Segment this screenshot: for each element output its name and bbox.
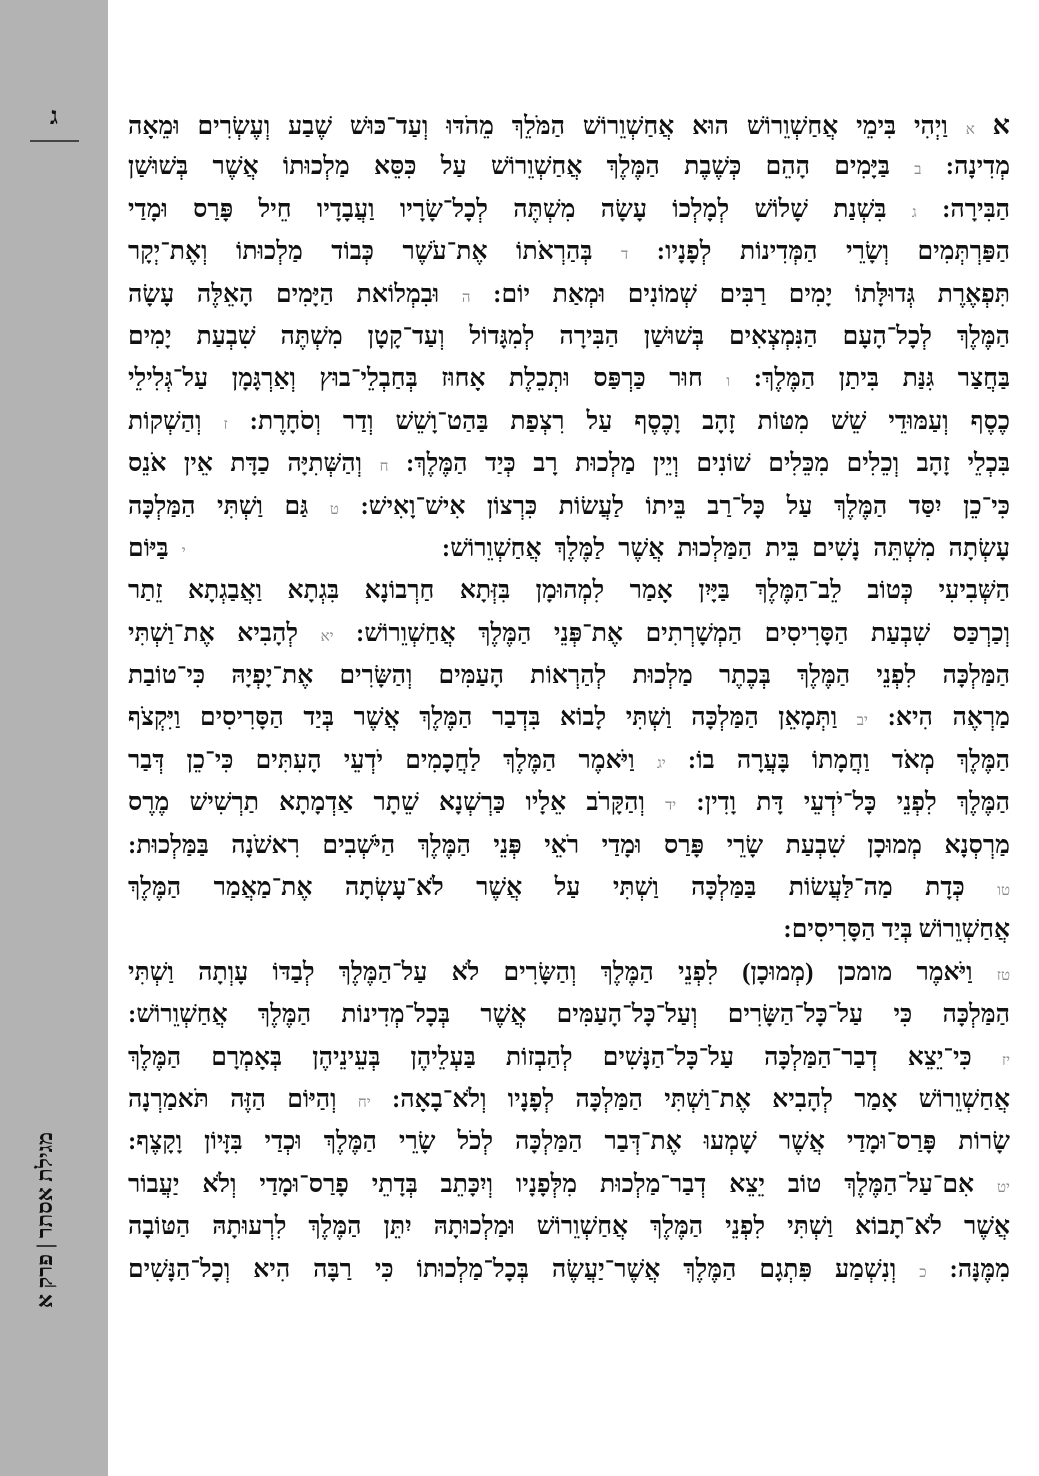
verse-text: אֲחַשְׁוֵרוֹשׁ בְּיַד הַסָּרִיסִים: (783, 916, 1010, 944)
verse-number: ז (223, 416, 228, 433)
verse-text: וּבִמְלוֹאת הַיָּמִים הָאֵלֶּה עָשָׂה (128, 280, 440, 308)
text-line (128, 189, 1010, 231)
verse-text: וַתְּמָאֵן הַמַּלְכָּה וַשְׁתִּי לָבוֹא בִּדְבַר הַמֶּלֶךְ אֲשֶׁר בְּיַד הַסָּרִיסִים וַיִּקְצֹף (128, 704, 838, 732)
verse-number: יא (320, 628, 334, 645)
verse-text: מְדִינָה: (945, 153, 1011, 181)
text-line (128, 358, 1010, 400)
verse-number: ה (461, 289, 471, 306)
text-line (128, 443, 1010, 485)
text-line (128, 1249, 1010, 1291)
text-line (128, 528, 1010, 570)
verse-text: בִּכְלֵי זָהָב וְכֵלִים מִכֵּלִים שׁוֹנִים וְיֵין מַלְכוּת רָב כְּיַד הַמֶּלֶךְ: (405, 450, 1011, 478)
verse-number: כ (919, 1264, 927, 1281)
text-line (128, 1037, 1010, 1079)
verse-text: הַמֶּלֶךְ מְאֹד וַחֲמָתוֹ בָּעֲרָה בוֹ: (687, 746, 1011, 774)
verse-number: יח (357, 1094, 371, 1111)
verse-text: תִּפְאֶרֶת גְּדוּלָּתוֹ יָמִים רַבִּים שְׁמוֹנִים וּמְאַת יוֹם: (493, 280, 1011, 308)
verse-text: בַּחֲצַר גִּנַּת בִּיתַן הַמֶּלֶךְ: (753, 365, 1011, 393)
text-line (128, 401, 1010, 443)
text-line (128, 231, 1010, 273)
text-line (128, 613, 1010, 655)
verse-number: יב (856, 713, 868, 730)
verse-text: הַשְּׁבִיעִי כְּטוֹב לֵב־הַמֶּלֶךְ בַּיָּיִן אָמַר לִמְהוּמָן בִּזְּתָא חַרְבוֹנָא בִּגְתָא וַאֲבַגְתָא זֵתַר (128, 577, 1010, 605)
text-line (128, 909, 1010, 951)
verse-number: ד (621, 247, 629, 264)
verse-number: יז (1001, 1052, 1011, 1069)
verse-text: בְּהַרְאֹתוֹ אֶת־עֹשֶׁר כְּבוֹד מַלְכוּתוֹ וְאֶת־יְקָר (128, 238, 593, 266)
verse-text: הַמֶּלֶךְ לִפְנֵי כָּל־יֹדְעֵי דָּת וָדִין: (696, 789, 1010, 817)
verse-text: וְכַרְכַּס שִׁבְעַת הַסָּרִיסִים הַמְשָׁרְתִים אֶת־פְּנֵי הַמֶּלֶךְ אֲחַשְׁוֵרוֹשׁ: (356, 619, 1011, 647)
text-line (128, 146, 1010, 188)
text-line (128, 570, 1010, 612)
verse-text: וַיֹּאמֶר מומכן (מְמוּכָן) לִפְנֵי הַמֶּלֶךְ וְהַשָּׂרִים לֹא עַל־הַמֶּלֶךְ לְבַדּוֹ עָוְתָה וַשְׁתִּי (128, 958, 973, 986)
verse-text: אִם־עַל־הַמֶּלֶךְ טוֹב יֵצֵא דְבַר־מַלְכוּת מִלְּפָנָיו וְיִכָּתֵב בְּדָתֵי פָרַס־וּמָדַי וְלֹא יַעֲבוֹר (128, 1170, 975, 1198)
text-line (128, 1164, 1010, 1206)
verse-text: כִּי־כֵן יִסַּד הַמֶּלֶךְ עַל כָּל־רַב בֵּיתוֹ לַעֲשׂוֹת כִּרְצוֹן אִישׁ־וָאִישׁ: (360, 492, 1011, 520)
verse-text: הַמַּלְכָּה לִפְנֵי הַמֶּלֶךְ בְּכֶתֶר מַלְכוּת לְהַרְאוֹת הָעַמִּים וְהַשָּׂרִים אֶת־יָפְיָהּ כִּי־טוֹבַת (128, 662, 1010, 690)
verse-text: חוּר כַּרְפַּס וּתְכֵלֶת אָחוּז בְּחַבְלֵי־בוּץ וְאַרְגָּמָן עַל־גְּלִילֵי (128, 365, 703, 393)
verse-number: ט (329, 501, 339, 518)
verse-number: טז (996, 967, 1011, 984)
sidebar (0, 0, 108, 1476)
verse-text: וְהַשְׁקוֹת (128, 407, 202, 435)
chapter-number: א (992, 110, 1011, 140)
verse-number: יט (997, 1179, 1010, 1196)
text-line (128, 740, 1010, 782)
verse-text: הַבִּירָה: (942, 195, 1011, 223)
verse-text: לְהָבִיא אֶת־וַשְׁתִּי (128, 619, 299, 647)
running-title: מגילת אסתר | פרק א (32, 1131, 57, 1309)
text-line (128, 1121, 1010, 1163)
page-number-rule (30, 140, 79, 142)
text-line (128, 825, 1010, 867)
verse-text: בַּיָּמִים הָהֵם כְּשֶׁבֶת הַמֶּלֶךְ אֲחַשְׁוֵרוֹשׁ עַל כִּסֵּא מַלְכוּתוֹ אֲשֶׁר בְּשׁוּשַׁן (128, 153, 890, 181)
verse-text: הַפַּרְתְּמִים וְשָׂרֵי הַמְּדִינוֹת לְפָנָיו: (656, 238, 1011, 266)
verse-text: הַמֶּלֶךְ לְכָל־הָעָם הַנִּמְצְאִים בְּשׁוּשַׁן הַבִּירָה לְמִגָּדוֹל וְעַד־קָטָן מִשְׁתֶּה שִׁבְעַת יָמִים (128, 322, 1010, 350)
verse-number: יד (665, 798, 677, 815)
verse-number: יג (656, 755, 666, 772)
verse-number: ג (911, 204, 917, 221)
verse-text: אֲשֶׁר לֹא־תָבוֹא וַשְׁתִּי לִפְנֵי הַמֶּלֶךְ אֲחַשְׁוֵרוֹשׁ וּמַלְכוּתָהּ יִתֵּן הַמֶּלֶךְ לִרְעוּתָהּ הַטּוֹבָה (128, 1213, 1010, 1241)
verse-text: מִמֶּנָּה: (949, 1255, 1010, 1283)
text-line (128, 104, 1010, 146)
verse-text: כִּי־יֵצֵא דְבַר־הַמַּלְכָּה עַל־כָּל־הַנָּשִׁים לְהַבְזוֹת בַּעְלֵיהֶן בְּעֵינֵיהֶן בְּאָמְרָם הַמֶּלֶךְ (128, 1043, 972, 1071)
verse-text: בִּשְׁנַת שָׁלוֹשׁ לְמָלְכוֹ עָשָׂה מִשְׁתֶּה לְכָל־שָׂרָיו וַעֲבָדָיו חֵיל פָּרַס וּמָדַי (128, 195, 887, 223)
verse-text: וְהַיּוֹם הַזֶּה תֹּאמַרְנָה (128, 1085, 337, 1113)
verse-text: עָשְׂתָה מִשְׁתֵּה נָשִׁים בֵּית הַמַּלְכוּת אֲשֶׁר לַמֶּלֶךְ אֲחַשְׁוֵרוֹשׁ: (441, 534, 1010, 562)
verse-text: וְהַקָּרֹב אֵלָיו כַּרְשְׁנָא שֵׁתָר אַדְמָתָא תַרְשִׁישׁ מֶרֶס (128, 789, 645, 817)
verse-number: י (181, 543, 186, 560)
verse-text: מַרְסְנָא מְמוּכָן שִׁבְעַת שָׂרֵי פָּרַס וּמָדַי רֹאֵי פְּנֵי הַמֶּלֶךְ הַיֹּשְׁבִים רִאשֹׁנָה בַּמַּלְכוּת: (128, 831, 1010, 859)
verse-text: כְּדָת מַה־לַּעֲשׂוֹת בַּמַּלְכָּה וַשְׁתִּי עַל אֲשֶׁר לֹא־עָשְׂתָה אֶת־מַאֲמַר הַמֶּלֶךְ (128, 874, 965, 902)
text-line (128, 486, 1010, 528)
verse-text: הַמַּלְכָּה כִּי עַל־כָּל־הַשָּׂרִים וְעַל־כָּל־הָעַמִּים אֲשֶׁר בְּכָל־מְדִינוֹת הַמֶּלֶךְ אֲחַשְׁוֵרוֹשׁ: (128, 1001, 1010, 1029)
verse-number: א (965, 122, 975, 138)
verse-text: בַּיּוֹם (128, 534, 169, 562)
text-line (128, 1206, 1010, 1248)
text-line (128, 782, 1010, 824)
text-line (128, 1079, 1010, 1121)
verse-text: שָׂרוֹת פָּרַס־וּמָדַי אֲשֶׁר שָׁמְעוּ אֶת־דְּבַר הַמַּלְכָּה לְכֹל שָׂרֵי הַמֶּלֶךְ וּכְדַי בִּזָּיוֹן וָקָצֶף: (128, 1128, 1010, 1156)
verse-number: טו (997, 883, 1011, 900)
text-line (128, 316, 1010, 358)
text-line (128, 655, 1010, 697)
verse-number: ו (726, 374, 731, 391)
verse-number: ח (379, 459, 389, 476)
text-line (128, 867, 1010, 909)
text-line (128, 994, 1010, 1036)
verse-text: וַיְהִי בִּימֵי אֲחַשְׁוֵרוֹשׁ הוּא אֲחַשְׁוֵרוֹשׁ הַמֹּלֵךְ מֵהֹדּוּ וְעַד־כּוּשׁ שֶׁבַע וְעֶשְׂרִים וּמֵאָה (128, 113, 948, 140)
verse-text: וְנִשְׁמַע פִּתְגָם הַמֶּלֶךְ אֲשֶׁר־יַעֲשֶׂה בְּכָל־מַלְכוּתוֹ כִּי רַבָּה הִיא וְכָל־הַנָּשִׁים (128, 1255, 897, 1283)
text-line (128, 274, 1010, 316)
scripture-text (128, 104, 1010, 1291)
verse-text: וְהַשְּׁתִיָּה כַדָּת אֵין אֹנֵס (128, 450, 363, 478)
text-line (128, 697, 1010, 739)
verse-number: ב (914, 162, 922, 179)
page-number: ג (50, 104, 58, 130)
verse-text: אֲחַשְׁוֵרוֹשׁ אָמַר לְהָבִיא אֶת־וַשְׁתִּי הַמַּלְכָּה לְפָנָיו וְלֹא־בָאָה: (391, 1085, 1011, 1113)
verse-text: כֶסֶף וְעַמּוּדֵי שֵׁשׁ מִטּוֹת זָהָב וָכֶסֶף עַל רִצְפַת בַּהַט־וָשֵׁשׁ וְדַר וְסֹחָרֶת: (249, 407, 1011, 435)
verse-text: וַיֹּאמֶר הַמֶּלֶךְ לַחֲכָמִים יֹדְעֵי הָעִתִּים כִּי־כֵן דְּבַר (128, 746, 635, 774)
text-line (128, 952, 1010, 994)
verse-text: מַרְאֶה הִיא: (887, 704, 1010, 732)
verse-text: גַּם וַשְׁתִּי הַמַּלְכָּה (128, 492, 309, 520)
